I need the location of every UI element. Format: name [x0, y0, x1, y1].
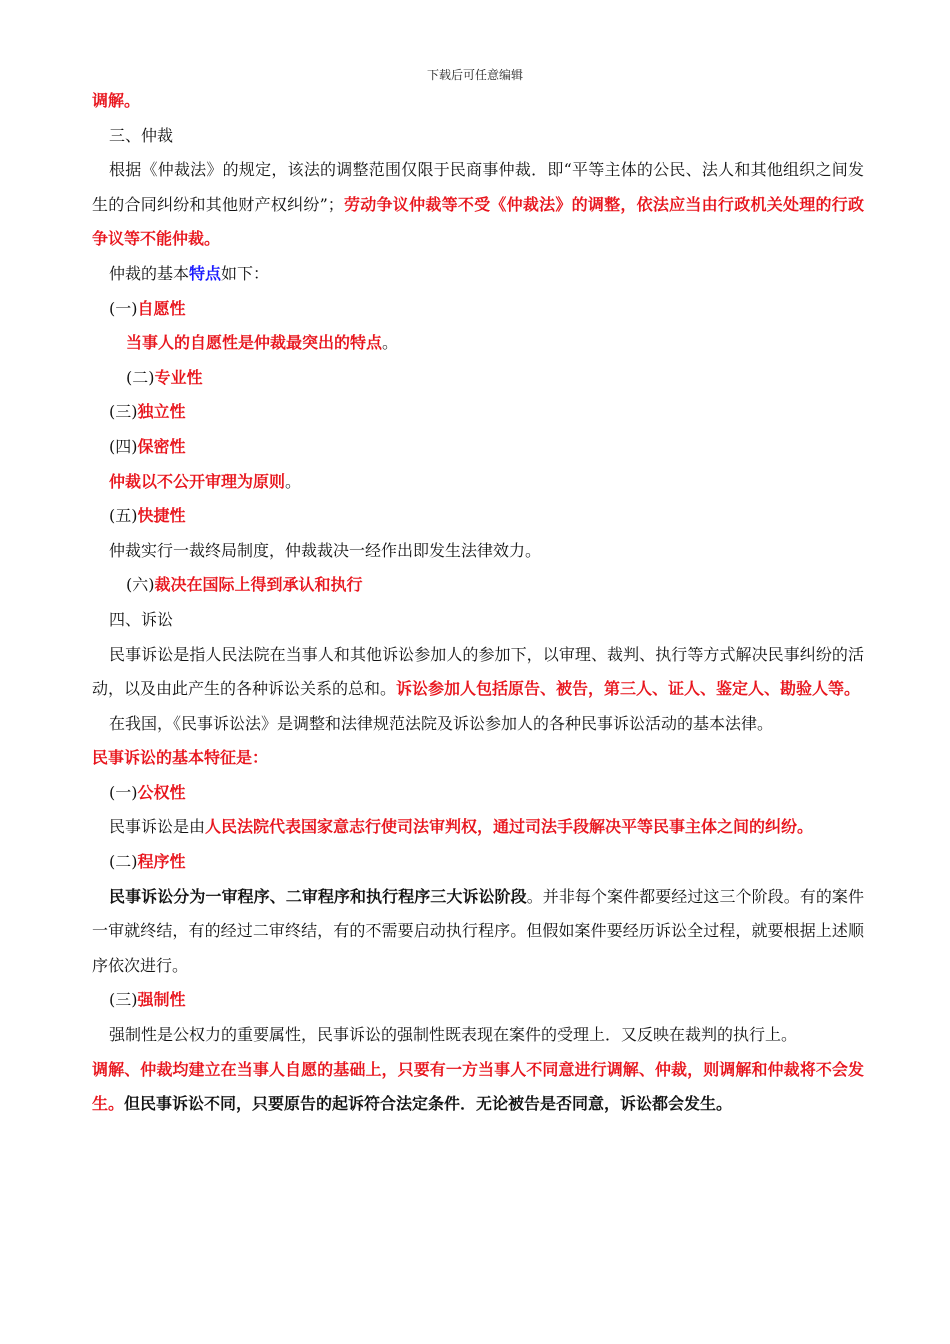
- text: (三): [109, 990, 138, 1010]
- text: 如下：: [221, 263, 270, 283]
- text-emphasis: 独立性: [137, 402, 186, 422]
- text-emphasis: 快捷性: [137, 506, 186, 526]
- text-bold: 但民事诉讼不同，只要原告的起诉符合法定条件．无论被告是否同意，诉讼都会发生。: [124, 1094, 733, 1114]
- subheading: [92, 292, 864, 327]
- text: 民事诉讼是由: [109, 817, 206, 837]
- text: (五): [109, 506, 138, 526]
- subheading: [92, 395, 864, 430]
- subheading: [92, 430, 864, 465]
- subheading: [92, 776, 864, 811]
- text: (六): [126, 575, 155, 595]
- text-emphasis: 自愿性: [137, 298, 186, 318]
- text-emphasis: 保密性: [137, 436, 186, 456]
- text-emphasis: 公权性: [137, 782, 186, 802]
- paragraph: [92, 741, 864, 776]
- paragraph: 仲裁实行一裁终局制度，仲裁裁决一经作出即发生法律效力。: [109, 540, 542, 560]
- text: (四): [109, 436, 138, 456]
- subheading: [92, 499, 864, 534]
- text: 。: [285, 471, 302, 491]
- text: 根据《仲裁法》的规定，该法的调整范围仅限于民商事仲裁．即“平等主体的公民、法人和其他组织之间发生的合同纠纷和其他财产权纠纷”；: [92, 160, 864, 214]
- paragraph: 在我国，《民事诉讼法》是调整和法律规范法院及诉讼参加人的各种民事诉讼活动的基本法律。: [109, 713, 774, 733]
- text: (一): [109, 298, 138, 318]
- paragraph: 强制性是公权力的重要属性，民事诉讼的强制性既表现在案件的受理上．又反映在裁判的执行上。: [109, 1025, 798, 1045]
- text-highlight: 特点: [189, 263, 222, 283]
- text-emphasis: 诉讼参加人包括原告、被告，第三人、证人、鉴定人、勘验人等。: [396, 679, 861, 699]
- text-emphasis: 民事诉讼的基本特征是：: [92, 748, 269, 768]
- text: (二): [126, 367, 155, 387]
- text-emphasis: 当事人的自愿性是仲裁最突出的特点: [126, 333, 383, 353]
- text-emphasis: 劳动争议仲裁等不受《仲裁法》的调整，依法应当由行政机关处理的行政争议等不能仲裁。: [92, 194, 864, 249]
- text-emphasis: 专业性: [154, 367, 203, 387]
- text: (一): [109, 782, 138, 802]
- paragraph: [92, 1053, 864, 1122]
- text-emphasis: 强制性: [137, 990, 186, 1010]
- text: 仲裁的基本: [109, 263, 190, 283]
- paragraph: [92, 638, 864, 707]
- subheading: [92, 845, 864, 880]
- paragraph: [92, 153, 864, 257]
- subheading: [92, 568, 864, 603]
- paragraph: [92, 84, 864, 119]
- text-emphasis: 仲裁以不公开审理为原则: [109, 471, 286, 491]
- page-header: 下载后可任意编辑: [426, 68, 523, 82]
- paragraph: [92, 810, 864, 845]
- text: 。并非每个案件都要经过这三个阶段。有的案件一审就终结，有的经过二审终结，有的不需要启动执行程序。但假如案件要经历诉讼全过程，就要根据上述顺序依次进行。: [92, 886, 864, 975]
- paragraph: [92, 465, 864, 500]
- text: 。: [382, 333, 399, 353]
- text: (三): [109, 402, 138, 422]
- paragraph: [92, 326, 864, 361]
- paragraph: [92, 257, 864, 292]
- text-emphasis: 裁决在国际上得到承认和执行: [154, 575, 363, 595]
- text-bold: 民事诉讼分为一审程序、二审程序和执行程序三大诉讼阶段: [109, 886, 527, 906]
- section-heading: 四、诉讼: [109, 609, 174, 629]
- text-emphasis: 程序性: [137, 852, 186, 872]
- text-emphasis: 人民法院代表国家意志行使司法审判权，通过司法手段解决平等民事主体之间的纠纷。: [205, 817, 814, 837]
- paragraph: [92, 880, 864, 984]
- document-body: [92, 84, 864, 1122]
- text: 民事诉讼是指人民法院在当事人和其他诉讼参加人的参加下，以审理、裁判、执行等方式解决民事纠纷的活动，以及由此产生的各种诉讼关系的总和。: [92, 644, 864, 699]
- text: (二): [109, 852, 138, 872]
- text-emphasis: 调解。: [92, 91, 141, 110]
- text-emphasis: 调解、仲裁均建立在当事人自愿的基础上，只要有一方当事人不同意进行调解、仲裁，则调解和仲裁将不会发生。: [92, 1059, 864, 1114]
- section-heading: 三、仲裁: [109, 125, 174, 145]
- subheading: [92, 361, 864, 396]
- subheading: [92, 983, 864, 1018]
